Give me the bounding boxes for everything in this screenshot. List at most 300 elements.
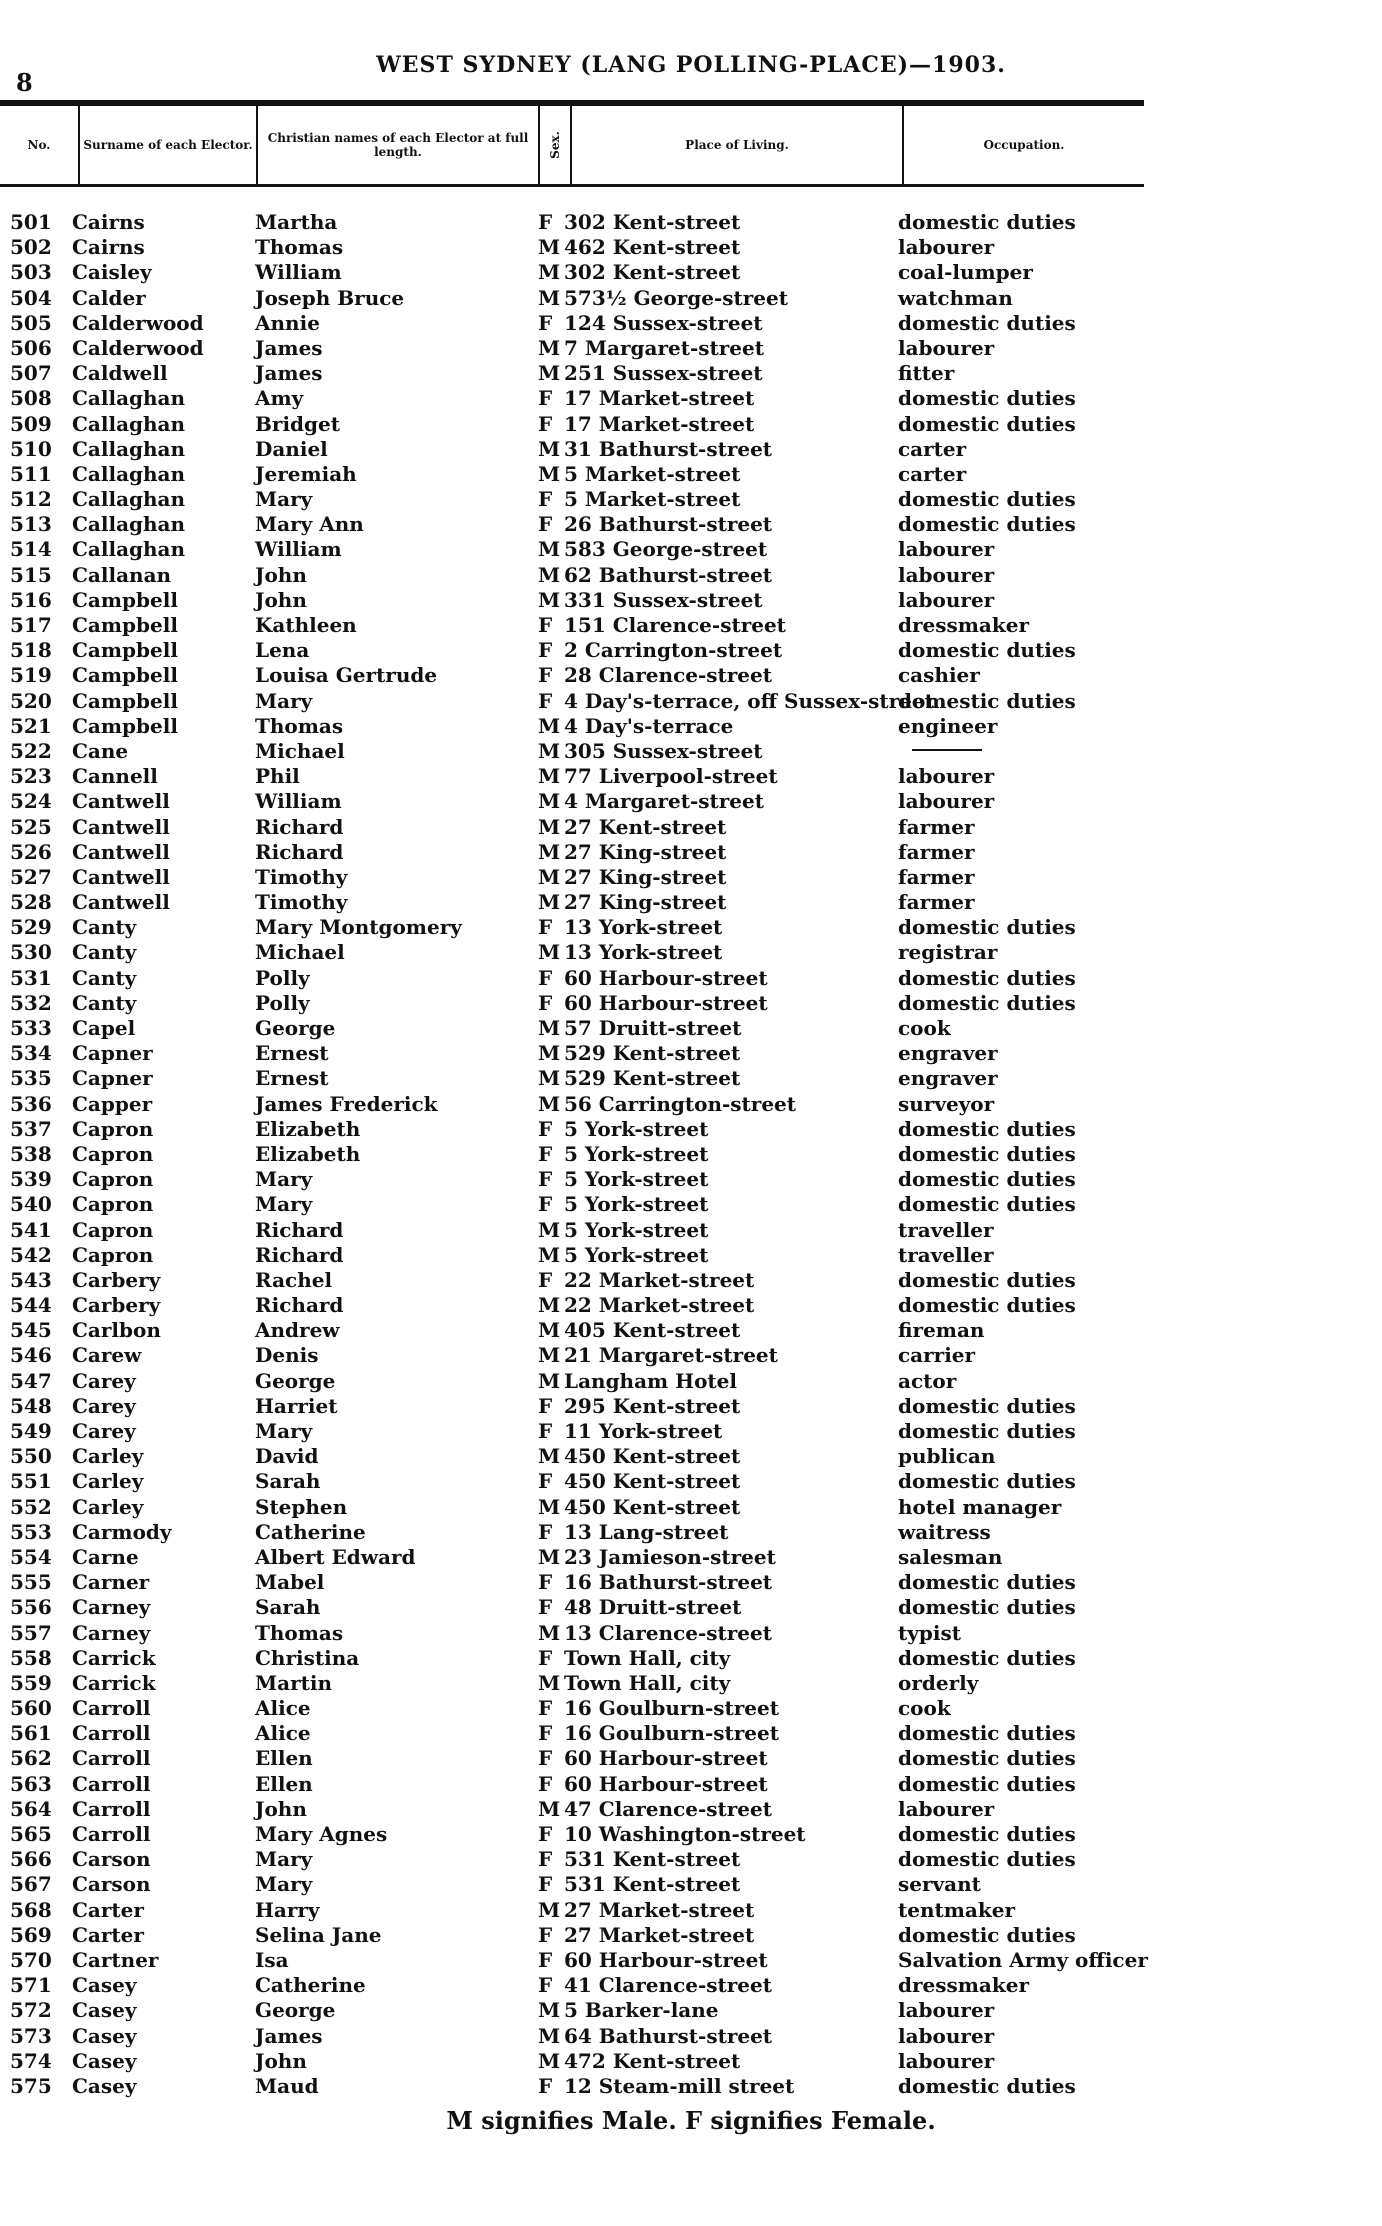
- elector-place-of-living: 450 Kent-street: [564, 1444, 741, 1469]
- elector-sex: M: [538, 361, 561, 386]
- elector-occupation: engraver: [898, 1066, 998, 1091]
- elector-christian-names: Alice: [255, 1721, 311, 1746]
- table-row: [0, 1772, 1180, 1797]
- elector-sex: F: [538, 2073, 553, 2098]
- elector-sex: F: [538, 1696, 553, 1721]
- elector-number: 550: [10, 1444, 52, 1469]
- col-header-place: Place of Living.: [685, 138, 789, 152]
- elector-surname: Carroll: [72, 1696, 151, 1721]
- elector-surname: Carney: [72, 1620, 151, 1645]
- elector-occupation: labourer: [898, 1796, 995, 1821]
- elector-place-of-living: 41 Clarence-street: [564, 1973, 772, 1998]
- elector-christian-names: James: [255, 335, 323, 360]
- elector-number: 527: [10, 864, 52, 889]
- elector-place-of-living: Langham Hotel: [564, 1368, 737, 1393]
- elector-surname: Callaghan: [72, 386, 186, 411]
- table-row: [0, 1192, 1180, 1217]
- elector-place-of-living: 16 Goulburn-street: [564, 1721, 779, 1746]
- elector-sex: F: [538, 487, 553, 512]
- elector-number: 575: [10, 2073, 52, 2098]
- elector-sex: M: [538, 537, 561, 562]
- elector-sex: F: [538, 1393, 553, 1418]
- elector-christian-names: James: [255, 361, 323, 386]
- elector-christian-names: George: [255, 1016, 336, 1040]
- elector-occupation: labourer: [898, 587, 995, 612]
- table-row: [0, 1218, 1180, 1243]
- elector-occupation: labourer: [898, 2023, 995, 2048]
- elector-place-of-living: Town Hall, city: [564, 1645, 731, 1670]
- elector-christian-names: Richard: [255, 839, 344, 864]
- elector-christian-names: Ellen: [255, 1771, 313, 1796]
- elector-surname: Caldwell: [72, 361, 168, 386]
- elector-place-of-living: 151 Clarence-street: [564, 613, 786, 637]
- elector-surname: Canty: [72, 990, 137, 1015]
- elector-sex: F: [538, 1519, 553, 1544]
- elector-sex: F: [538, 1771, 553, 1796]
- elector-occupation: labourer: [898, 764, 995, 789]
- elector-sex: M: [538, 2023, 561, 2048]
- elector-occupation: hotel manager: [898, 1494, 1062, 1519]
- table-row: [0, 260, 1180, 285]
- elector-sex: F: [538, 1192, 553, 1217]
- table-row: [0, 1520, 1180, 1545]
- elector-number: 509: [10, 411, 52, 436]
- table-row: [0, 714, 1180, 739]
- elector-place-of-living: 60 Harbour-street: [564, 1771, 768, 1796]
- elector-christian-names: Mary Montgomery: [255, 915, 462, 940]
- elector-christian-names: Martin: [255, 1670, 333, 1695]
- elector-sex: M: [538, 1016, 561, 1040]
- elector-number: 537: [10, 1116, 52, 1141]
- elector-number: 508: [10, 386, 52, 411]
- elector-place-of-living: 2 Carrington-street: [564, 638, 783, 663]
- table-row: [0, 1469, 1180, 1494]
- elector-sex: F: [538, 638, 553, 663]
- elector-number: 552: [10, 1494, 52, 1519]
- table-row: [0, 1545, 1180, 1570]
- elector-occupation: cook: [898, 1016, 951, 1040]
- elector-place-of-living: 450 Kent-street: [564, 1494, 741, 1519]
- col-header-no: No.: [27, 138, 51, 152]
- elector-occupation: tentmaker: [898, 1897, 1015, 1922]
- elector-christian-names: Andrew: [255, 1318, 340, 1343]
- elector-occupation: domestic duties: [898, 1595, 1076, 1620]
- elector-list: [0, 210, 1180, 2099]
- table-row: [0, 487, 1180, 512]
- elector-occupation: domestic duties: [898, 310, 1076, 335]
- elector-sex: F: [538, 1595, 553, 1620]
- table-row: [0, 537, 1180, 562]
- elector-christian-names: Annie: [255, 310, 320, 335]
- elector-number: 562: [10, 1746, 52, 1771]
- elector-number: 521: [10, 713, 52, 738]
- elector-sex: F: [538, 1947, 553, 1972]
- elector-surname: Cannell: [72, 764, 158, 789]
- table-row: [0, 1746, 1180, 1771]
- elector-christian-names: Mary: [255, 1847, 313, 1872]
- elector-surname: Carroll: [72, 1822, 151, 1846]
- elector-surname: Canty: [72, 915, 137, 940]
- table-row: [0, 966, 1180, 991]
- table-row: [0, 865, 1180, 890]
- elector-place-of-living: 4 Day's-terrace, off Sussex-street: [564, 688, 934, 713]
- elector-sex: M: [538, 260, 561, 285]
- elector-number: 501: [10, 210, 52, 234]
- table-row: [0, 2024, 1180, 2049]
- elector-number: 542: [10, 1242, 52, 1267]
- elector-number: 564: [10, 1796, 52, 1821]
- elector-occupation: labourer: [898, 235, 995, 260]
- elector-surname: Callaghan: [72, 436, 186, 461]
- elector-christian-names: George: [255, 1998, 336, 2023]
- footer-note: M signifies Male. F signifies Female.: [446, 2106, 936, 2135]
- elector-christian-names: Thomas: [255, 713, 344, 738]
- elector-christian-names: David: [255, 1444, 319, 1469]
- elector-christian-names: George: [255, 1368, 336, 1393]
- elector-number: 569: [10, 1922, 52, 1947]
- table-row: [0, 1041, 1180, 1066]
- elector-occupation: farmer: [898, 839, 975, 864]
- elector-place-of-living: 27 King-street: [564, 839, 727, 864]
- elector-sex: M: [538, 335, 561, 360]
- page-number: 8: [16, 68, 33, 97]
- elector-number: 504: [10, 285, 52, 310]
- elector-christian-names: Polly: [255, 990, 310, 1015]
- elector-number: 548: [10, 1393, 52, 1418]
- elector-christian-names: John: [255, 2048, 307, 2073]
- elector-surname: Casey: [72, 2023, 137, 2048]
- elector-sex: F: [538, 965, 553, 990]
- elector-sex: F: [538, 210, 553, 234]
- elector-surname: Capron: [72, 1167, 154, 1192]
- elector-place-of-living: 5 Market-street: [564, 461, 741, 486]
- elector-surname: Carley: [72, 1469, 144, 1494]
- table-row: [0, 1394, 1180, 1419]
- elector-place-of-living: 5 York-street: [564, 1192, 709, 1217]
- elector-occupation: orderly: [898, 1670, 979, 1695]
- elector-sex: F: [538, 1167, 553, 1192]
- elector-place-of-living: 295 Kent-street: [564, 1393, 741, 1418]
- elector-place-of-living: 62 Bathurst-street: [564, 562, 773, 587]
- table-row: [0, 840, 1180, 865]
- elector-christian-names: Richard: [255, 814, 344, 839]
- elector-occupation: typist: [898, 1620, 961, 1645]
- table-row: [0, 462, 1180, 487]
- elector-place-of-living: 529 Kent-street: [564, 1041, 741, 1066]
- elector-number: 532: [10, 990, 52, 1015]
- elector-christian-names: Lena: [255, 638, 310, 663]
- elector-place-of-living: 22 Market-street: [564, 1293, 755, 1318]
- elector-place-of-living: 47 Clarence-street: [564, 1796, 772, 1821]
- elector-surname: Callaghan: [72, 411, 186, 436]
- table-row: [0, 1343, 1180, 1368]
- elector-sex: F: [538, 386, 553, 411]
- elector-place-of-living: 23 Jamieson-street: [564, 1544, 776, 1569]
- elector-number: 561: [10, 1721, 52, 1746]
- elector-occupation: domestic duties: [898, 1419, 1076, 1443]
- elector-occupation: domestic duties: [898, 1393, 1076, 1418]
- table-row: [0, 1595, 1180, 1620]
- elector-number: 544: [10, 1293, 52, 1318]
- table-row: [0, 2074, 1180, 2099]
- elector-place-of-living: 16 Bathurst-street: [564, 1570, 773, 1595]
- table-row: [0, 613, 1180, 638]
- elector-place-of-living: 64 Bathurst-street: [564, 2023, 773, 2048]
- elector-surname: Carne: [72, 1544, 139, 1569]
- elector-place-of-living: 573½ George-street: [564, 285, 788, 310]
- elector-surname: Carrick: [72, 1670, 156, 1695]
- elector-surname: Capron: [72, 1242, 154, 1267]
- elector-number: 525: [10, 814, 52, 839]
- elector-number: 551: [10, 1469, 52, 1494]
- elector-place-of-living: 531 Kent-street: [564, 1872, 741, 1897]
- elector-number: 520: [10, 688, 52, 713]
- elector-number: 546: [10, 1343, 52, 1368]
- elector-number: 540: [10, 1192, 52, 1217]
- elector-number: 555: [10, 1570, 52, 1595]
- table-row: [0, 739, 1180, 764]
- elector-place-of-living: 302 Kent-street: [564, 210, 741, 234]
- table-row: [0, 890, 1180, 915]
- elector-christian-names: Thomas: [255, 1620, 344, 1645]
- elector-sex: M: [538, 1091, 561, 1116]
- elector-christian-names: John: [255, 562, 307, 587]
- elector-surname: Carey: [72, 1368, 136, 1393]
- elector-christian-names: Polly: [255, 965, 310, 990]
- elector-surname: Carlbon: [72, 1318, 161, 1343]
- elector-number: 513: [10, 512, 52, 537]
- elector-occupation: cashier: [898, 663, 980, 688]
- table-row: [0, 789, 1180, 814]
- elector-number: 522: [10, 738, 52, 763]
- elector-surname: Cantwell: [72, 789, 170, 814]
- elector-number: 506: [10, 335, 52, 360]
- table-row: [0, 1721, 1180, 1746]
- elector-number: 523: [10, 764, 52, 789]
- elector-place-of-living: 27 Market-street: [564, 1897, 755, 1922]
- table-row: [0, 1268, 1180, 1293]
- elector-sex: M: [538, 1318, 561, 1343]
- elector-number: 503: [10, 260, 52, 285]
- elector-occupation: labourer: [898, 537, 995, 562]
- table-row: [0, 563, 1180, 588]
- table-row: [0, 1847, 1180, 1872]
- elector-surname: Cartner: [72, 1947, 159, 1972]
- elector-place-of-living: 48 Druitt-street: [564, 1595, 742, 1620]
- elector-christian-names: William: [255, 260, 342, 285]
- table-row: [0, 1318, 1180, 1343]
- elector-christian-names: Sarah: [255, 1469, 321, 1494]
- elector-occupation: labourer: [898, 2048, 995, 2073]
- elector-occupation: domestic duties: [898, 411, 1076, 436]
- elector-occupation: dressmaker: [898, 613, 1030, 637]
- elector-sex: F: [538, 1822, 553, 1846]
- elector-surname: Casey: [72, 2073, 137, 2098]
- elector-number: 566: [10, 1847, 52, 1872]
- elector-sex: F: [538, 1267, 553, 1292]
- elector-occupation: domestic duties: [898, 2073, 1076, 2098]
- elector-number: 511: [10, 461, 52, 486]
- elector-number: 556: [10, 1595, 52, 1620]
- elector-place-of-living: 57 Druitt-street: [564, 1016, 742, 1040]
- elector-occupation: domestic duties: [898, 1141, 1076, 1166]
- elector-place-of-living: 305 Sussex-street: [564, 738, 763, 763]
- elector-number: 510: [10, 436, 52, 461]
- elector-occupation: domestic duties: [898, 1847, 1076, 1872]
- elector-christian-names: Ernest: [255, 1066, 329, 1091]
- elector-surname: Capron: [72, 1192, 154, 1217]
- elector-surname: Carroll: [72, 1771, 151, 1796]
- col-header-sex: [540, 106, 570, 184]
- elector-place-of-living: 60 Harbour-street: [564, 965, 768, 990]
- elector-number: 573: [10, 2023, 52, 2048]
- elector-number: 502: [10, 235, 52, 260]
- elector-place-of-living: 5 York-street: [564, 1242, 709, 1267]
- elector-surname: Cairns: [72, 210, 145, 234]
- elector-occupation: domestic duties: [898, 1192, 1076, 1217]
- elector-sex: M: [538, 713, 561, 738]
- elector-christian-names: Daniel: [255, 436, 328, 461]
- elector-number: 530: [10, 940, 52, 965]
- table-row: [0, 991, 1180, 1016]
- elector-sex: M: [538, 1670, 561, 1695]
- elector-surname: Cane: [72, 738, 129, 763]
- elector-number: 571: [10, 1973, 52, 1998]
- elector-surname: Calder: [72, 285, 146, 310]
- elector-sex: M: [538, 1897, 561, 1922]
- elector-occupation: labourer: [898, 562, 995, 587]
- elector-surname: Caisley: [72, 260, 152, 285]
- elector-sex: M: [538, 1217, 561, 1242]
- elector-place-of-living: 7 Margaret-street: [564, 335, 764, 360]
- elector-sex: F: [538, 1721, 553, 1746]
- table-row: [0, 1872, 1180, 1897]
- elector-place-of-living: 251 Sussex-street: [564, 361, 763, 386]
- elector-occupation: domestic duties: [898, 386, 1076, 411]
- elector-place-of-living: 60 Harbour-street: [564, 990, 768, 1015]
- elector-surname: Casey: [72, 1973, 137, 1998]
- table-row: [0, 1621, 1180, 1646]
- elector-number: 538: [10, 1141, 52, 1166]
- elector-occupation: engineer: [898, 713, 998, 738]
- elector-christian-names: Joseph Bruce: [255, 285, 405, 310]
- elector-occupation: domestic duties: [898, 990, 1076, 1015]
- elector-sex: M: [538, 1620, 561, 1645]
- elector-number: 514: [10, 537, 52, 562]
- elector-surname: Callaghan: [72, 512, 186, 537]
- page-title: WEST SYDNEY (LANG POLLING-PLACE)—1903.: [376, 52, 1006, 78]
- elector-surname: Campbell: [72, 638, 178, 663]
- elector-place-of-living: 10 Washington-street: [564, 1822, 806, 1846]
- table-row: [0, 1117, 1180, 1142]
- elector-place-of-living: 472 Kent-street: [564, 2048, 741, 2073]
- elector-sex: M: [538, 1293, 561, 1318]
- table-row: [0, 1973, 1180, 1998]
- elector-occupation: farmer: [898, 890, 975, 915]
- elector-surname: Carney: [72, 1595, 151, 1620]
- elector-sex: M: [538, 436, 561, 461]
- table-row: [0, 689, 1180, 714]
- elector-surname: Cantwell: [72, 814, 170, 839]
- elector-surname: Carter: [72, 1897, 144, 1922]
- elector-surname: Callaghan: [72, 537, 186, 562]
- table-row: [0, 1167, 1180, 1192]
- elector-sex: M: [538, 789, 561, 814]
- elector-place-of-living: 31 Bathurst-street: [564, 436, 773, 461]
- elector-occupation: labourer: [898, 789, 995, 814]
- table-row: [0, 1243, 1180, 1268]
- elector-place-of-living: 13 Clarence-street: [564, 1620, 772, 1645]
- elector-surname: Carey: [72, 1393, 136, 1418]
- elector-christian-names: Alice: [255, 1696, 311, 1721]
- elector-sex: M: [538, 1998, 561, 2023]
- elector-surname: Casey: [72, 2048, 137, 2073]
- elector-place-of-living: 17 Market-street: [564, 411, 755, 436]
- table-row: [0, 764, 1180, 789]
- table-row: [0, 1092, 1180, 1117]
- elector-sex: M: [538, 1041, 561, 1066]
- table-row: [0, 815, 1180, 840]
- elector-sex: M: [538, 1544, 561, 1569]
- elector-occupation: fitter: [898, 361, 955, 386]
- elector-surname: Capel: [72, 1016, 136, 1040]
- elector-christian-names: Ernest: [255, 1041, 329, 1066]
- elector-sex: F: [538, 688, 553, 713]
- elector-christian-names: Mary: [255, 1419, 313, 1443]
- table-row: [0, 336, 1180, 361]
- elector-number: 528: [10, 890, 52, 915]
- elector-number: 536: [10, 1091, 52, 1116]
- elector-surname: Campbell: [72, 688, 178, 713]
- elector-christian-names: Mary: [255, 688, 313, 713]
- elector-surname: Campbell: [72, 713, 178, 738]
- elector-number: 512: [10, 487, 52, 512]
- table-row: [0, 1898, 1180, 1923]
- elector-occupation: watchman: [898, 285, 1013, 310]
- elector-place-of-living: 13 Lang-street: [564, 1519, 729, 1544]
- table-row: [0, 915, 1180, 940]
- elector-christian-names: Timothy: [255, 890, 348, 915]
- elector-occupation: waitress: [898, 1519, 991, 1544]
- table-row: [0, 940, 1180, 965]
- elector-number: 531: [10, 965, 52, 990]
- elector-surname: Callanan: [72, 562, 172, 587]
- elector-number: 572: [10, 1998, 52, 2023]
- elector-surname: Carew: [72, 1343, 142, 1368]
- elector-sex: M: [538, 1796, 561, 1821]
- elector-christian-names: William: [255, 789, 342, 814]
- elector-surname: Callaghan: [72, 461, 186, 486]
- elector-sex: F: [538, 1973, 553, 1998]
- table-row: [0, 1293, 1180, 1318]
- elector-place-of-living: 529 Kent-street: [564, 1066, 741, 1091]
- occupation-blank-dash: [912, 749, 982, 751]
- elector-place-of-living: 27 Market-street: [564, 1922, 755, 1947]
- elector-surname: Cantwell: [72, 864, 170, 889]
- elector-surname: Canty: [72, 940, 137, 965]
- elector-christian-names: Sarah: [255, 1595, 321, 1620]
- elector-surname: Carley: [72, 1444, 144, 1469]
- elector-number: 547: [10, 1368, 52, 1393]
- table-row: [0, 1142, 1180, 1167]
- elector-number: 574: [10, 2048, 52, 2073]
- table-row: [0, 1570, 1180, 1595]
- table-row: [0, 663, 1180, 688]
- elector-place-of-living: 11 York-street: [564, 1419, 723, 1443]
- table-row: [0, 1419, 1180, 1444]
- elector-christian-names: Harry: [255, 1897, 320, 1922]
- elector-occupation: farmer: [898, 864, 975, 889]
